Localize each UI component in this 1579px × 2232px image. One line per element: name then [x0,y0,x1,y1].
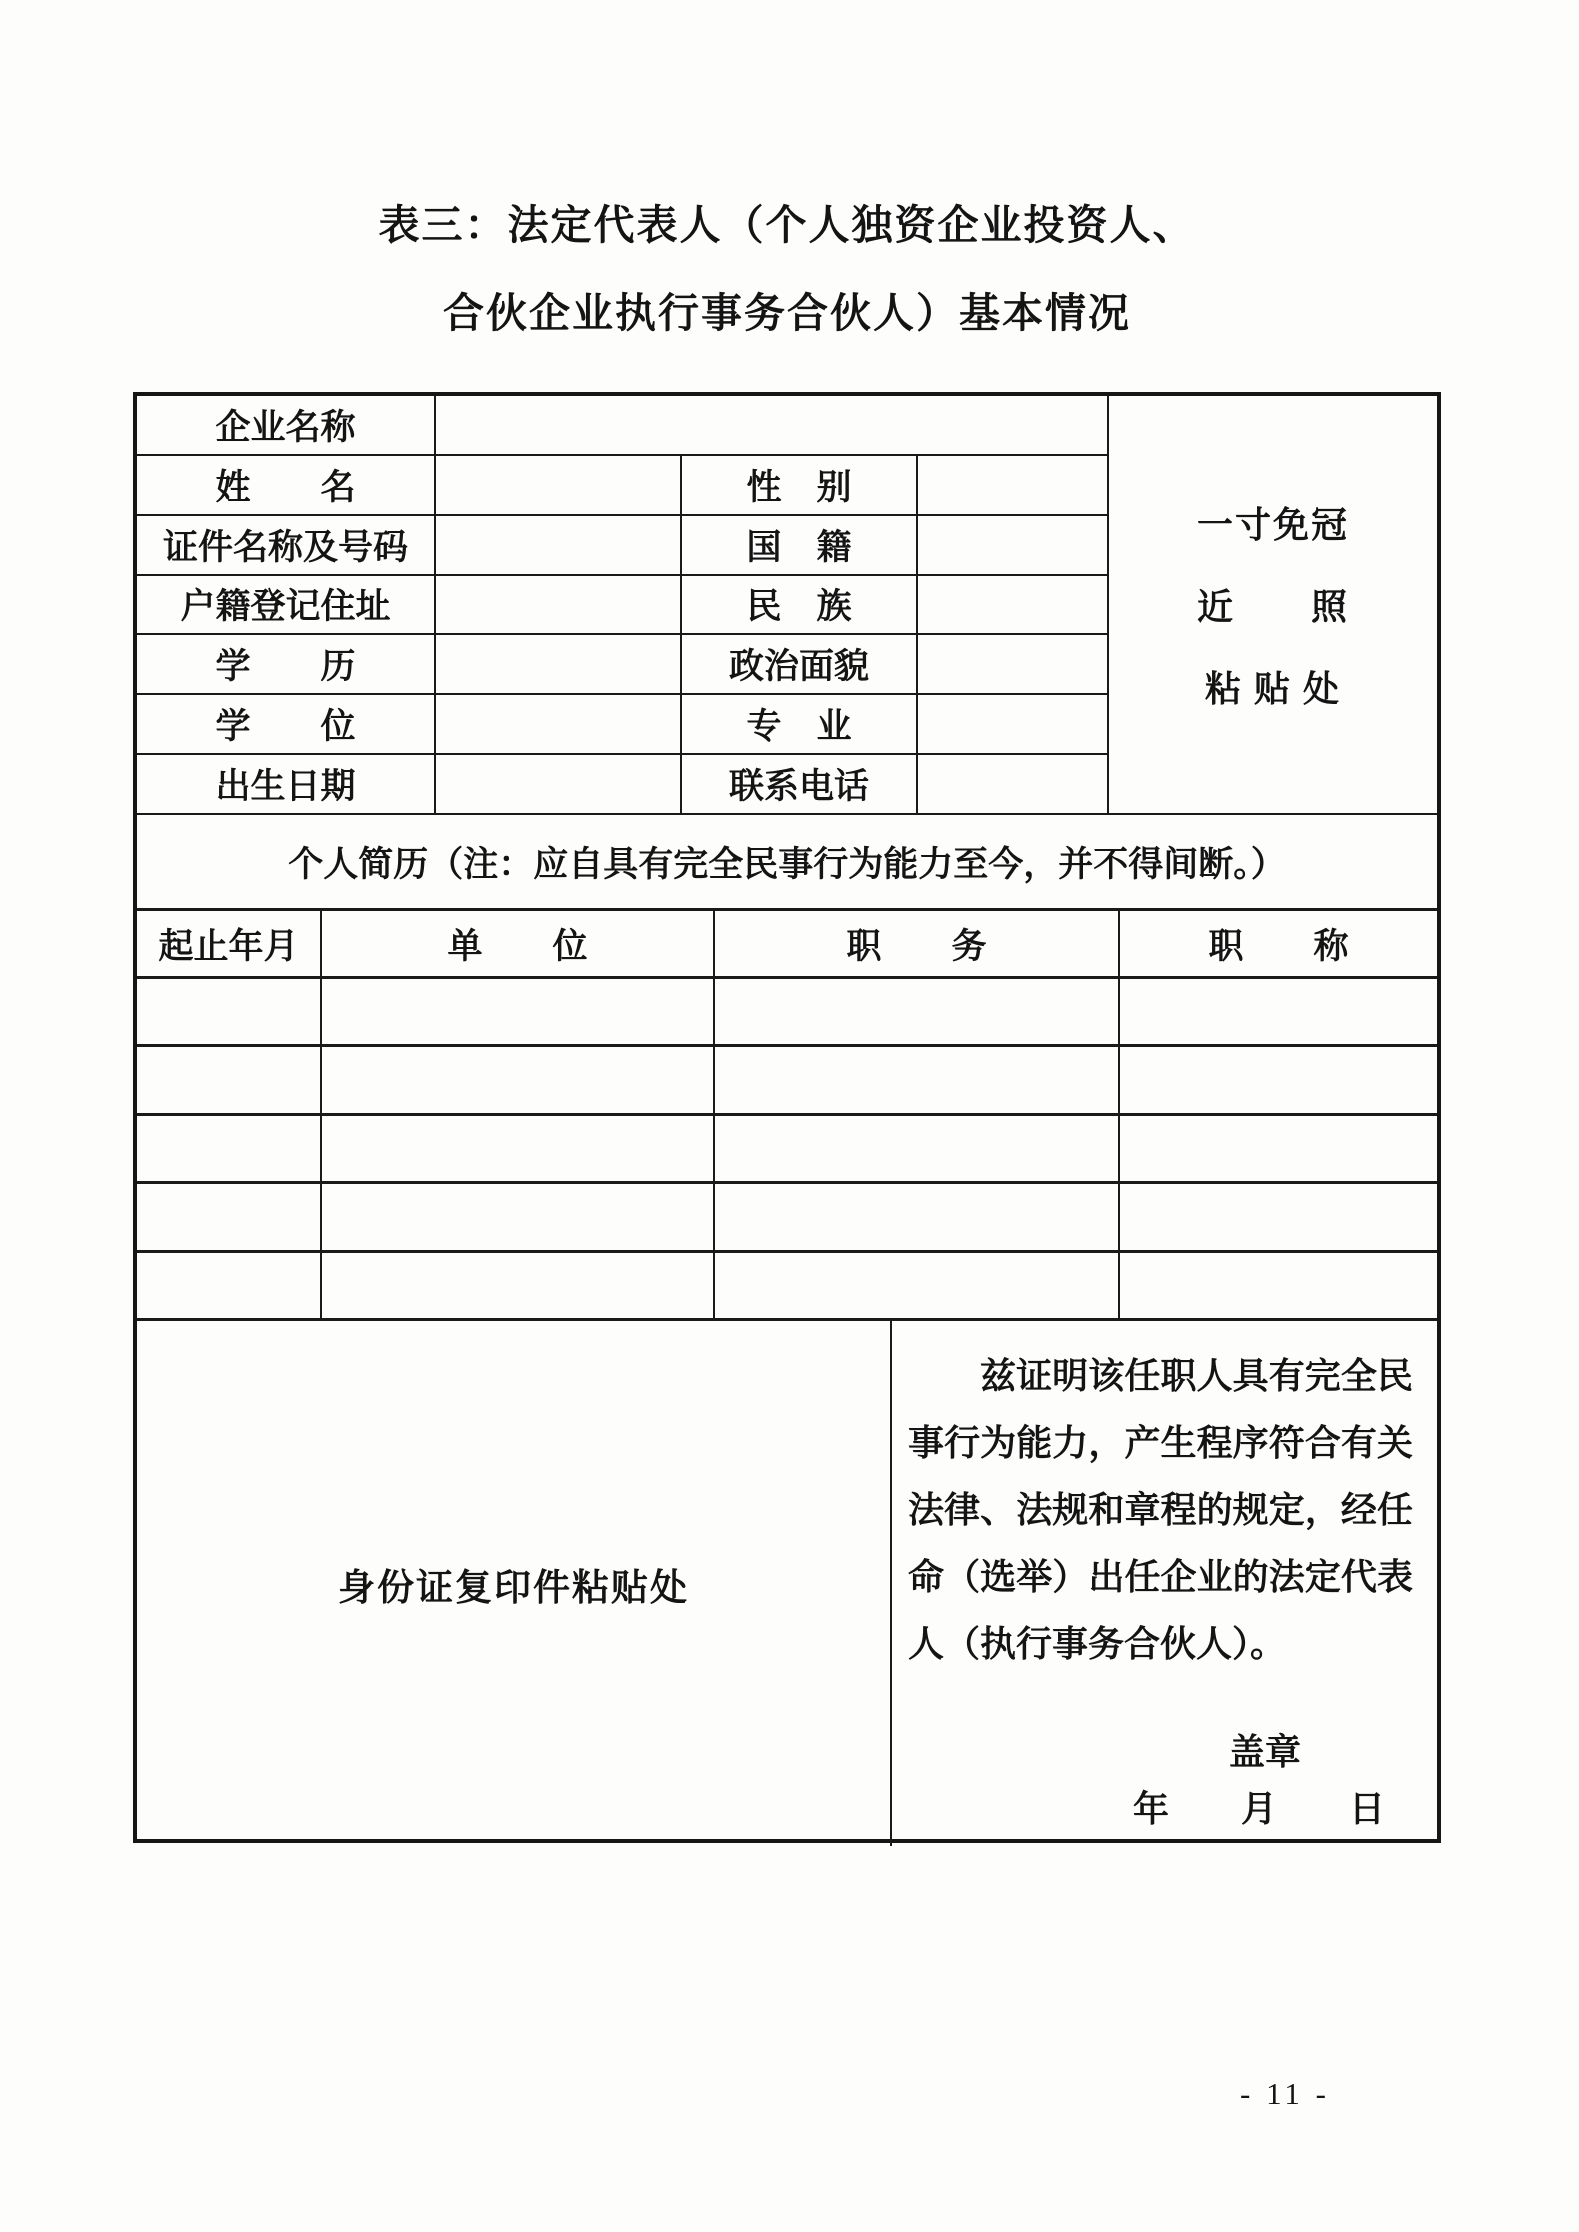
resume-row-3-employer-cell [322,1116,715,1184]
household-address-value-cell [436,576,682,636]
gender-label: 性 别 [682,456,918,516]
id-copy-paste-area [137,1321,892,1846]
resume-header-title: 职 称 [1120,911,1437,979]
seal-label: 盖章 [1228,1732,1301,1772]
certification-cell [892,1321,1437,1846]
major-value-cell [918,695,1109,755]
ethnicity-value-cell [918,576,1109,636]
resume-row-4-employer-cell [322,1184,715,1252]
resume-row-3-title-cell [1120,1116,1437,1184]
education-label: 学 历 [137,635,436,695]
form-title-line-2: 合伙企业执行事务合伙人）基本情况 [443,290,1131,336]
household-address-label: 户籍登记住址 [137,576,436,636]
resume-row-4-title-cell [1120,1184,1437,1252]
id-copy-label: 身份证复印件粘贴处 [338,1567,689,1609]
id-document-value-cell [436,516,682,576]
name-label: 姓 名 [137,456,436,516]
form-title-line-1: 表三：法定代表人（个人独资企业投资人、 [378,202,1196,248]
resume-row-5-period-cell [137,1253,322,1321]
degree-value-cell [436,695,682,755]
resume-row-1-title-cell [1120,979,1437,1047]
certification-text: 兹证明该任职人具有完全民事行为能力，产生程序符合有关法律、法规和章程的规定，经任命（选举）出任企业的法定代表人（执行事务合伙人）。 [908,1356,1413,1664]
resume-header-employer: 单 位 [322,911,715,979]
political-status-label: 政治面貌 [682,635,918,695]
resume-row-3-period-cell [137,1116,322,1184]
birth-date-value-cell [436,755,682,815]
resume-row-2-position-cell [715,1047,1120,1115]
resume-row-2-employer-cell [322,1047,715,1115]
ethnicity-label: 民 族 [682,576,918,636]
degree-label: 学 位 [137,695,436,755]
basic-info-section [137,396,1437,815]
resume-row-1-position-cell [715,979,1120,1047]
resume-row-1-period-cell [137,979,322,1047]
birth-date-label: 出生日期 [137,755,436,815]
company-name-label: 企业名称 [137,396,436,456]
company-name-value-cell [436,396,1109,456]
resume-table [137,911,1437,1321]
photo-note-line-2: 近 照 [1196,587,1349,627]
resume-note-row [137,815,1437,911]
bottom-section [137,1321,1437,1839]
resume-row-5-employer-cell [322,1253,715,1321]
resume-row-1-employer-cell [322,979,715,1047]
resume-header-position: 职 务 [715,911,1120,979]
resume-note-text: 个人简历（注：应自具有完全民事行为能力至今，并不得间断。） [288,844,1286,884]
resume-row-5-position-cell [715,1253,1120,1321]
nationality-label: 国 籍 [682,516,918,576]
political-status-value-cell [918,635,1109,695]
photo-note-line-3: 粘 贴 处 [1204,669,1341,709]
gender-value-cell [918,456,1109,516]
resume-row-4-position-cell [715,1184,1120,1252]
phone-value-cell [918,755,1109,815]
phone-label: 联系电话 [682,755,918,815]
major-label: 专 业 [682,695,918,755]
resume-row-4-period-cell [137,1184,322,1252]
resume-header-period: 起止年月 [137,911,322,979]
education-value-cell [436,635,682,695]
resume-row-2-period-cell [137,1047,322,1115]
date-line: 年 月 日 [1132,1789,1385,1829]
resume-row-2-title-cell [1120,1047,1437,1115]
legal-representative-form-table [133,392,1441,1843]
photo-paste-area [1109,396,1437,815]
resume-row-3-position-cell [715,1116,1120,1184]
resume-row-5-title-cell [1120,1253,1437,1321]
id-document-label: 证件名称及号码 [137,516,436,576]
photo-note-line-1: 一寸免冠 [1196,505,1349,545]
name-value-cell [436,456,682,516]
nationality-value-cell [918,516,1109,576]
page-number: - 11 - [1240,2076,1330,2111]
